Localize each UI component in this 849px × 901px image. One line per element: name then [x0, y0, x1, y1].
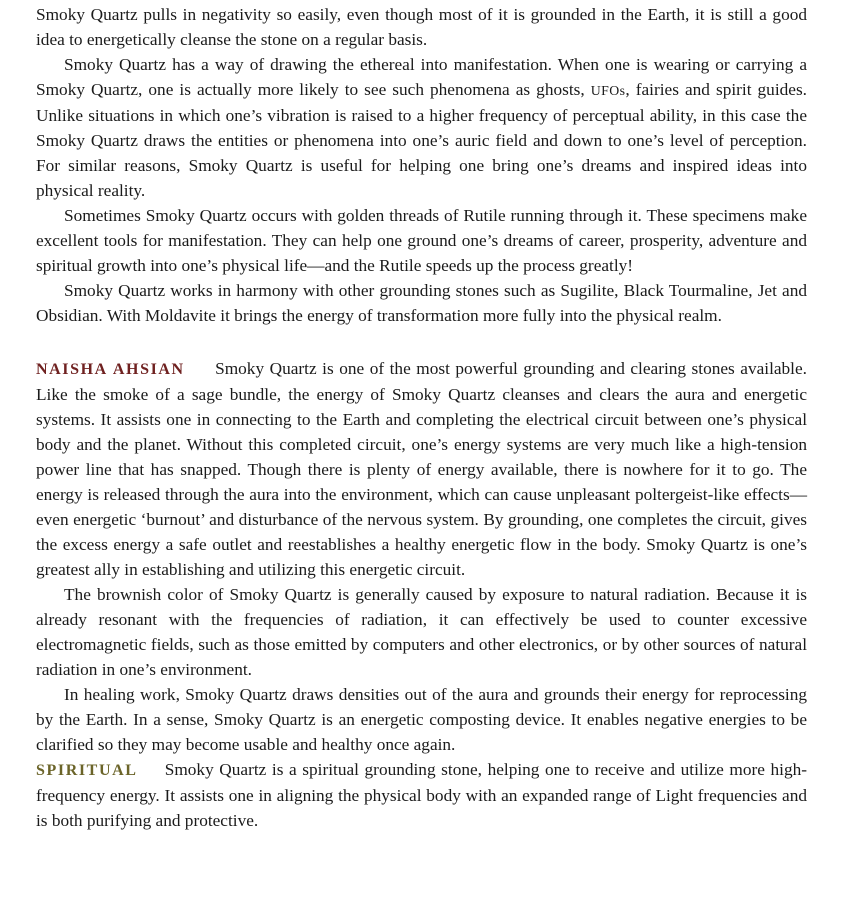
paragraph-rutile: Sometimes Smoky Quartz occurs with golden threads of Rutile running through it. These specimens make excellent tools for manifestation. They can help one ground one’s dreams of career, prosperity, adventure and spiritual growth into one’s physical life—and the Rutile speeds up the process greatly! [36, 206, 807, 275]
text-run: , fairies and spirit guides. Unlike situations in which one’s vibration is raised to a higher frequency of perceptual ability, in this case the Smoky Quartz draws the entities or phenomena into one’s auric field and down to one’s level of perception. For similar reasons, Smoky Quartz is useful for helping one bring one’s dreams and inspired ideas into physical reality. [36, 80, 807, 200]
text-run: Smoky Quartz is a spiritual grounding stone, helping one to receive and utilize more high-frequency energy. It assists one in aligning the physical body with an expanded range of Light frequencies and is both purifying and protective. [36, 760, 807, 830]
naisha-ahsian-heading: NAISHA AHSIAN [36, 361, 185, 378]
text-run: Smoky Quartz is one of the most powerful grounding and clearing stones available. Like the smoke of a sage bundle, the energy of Smoky Quartz cleanses and clears the aura and energetic systems. It assists one in connecting to the Earth and completing the electrical circuit between one’s physical body and the planet. Without this completed circuit, one’s energy systems are very much like a high-tension power line that has snapped. Though there is plenty of energy available, there is nowhere for it to go. The energy is released through the aura into the environment, which can cause unpleasant poltergeist-like effects—even energetic ‘burnout’ and disturbance of the nervous system. By grounding, one completes the circuit, gives the excess energy a safe outlet and reestablishes a healthy energetic flow in the body. Smoky Quartz is one’s greatest ally in establishing and utilizing this energetic circuit. [36, 359, 807, 579]
paragraph-cleansing: Smoky Quartz pulls in negativity so easily, even though most of it is grounded in the Earth, it is still a good idea to energetically cleanse the stone on a regular basis. [36, 5, 807, 49]
ufos-smallcaps-text: UFOs [590, 83, 626, 98]
paragraph-naisha-grounding [36, 356, 807, 582]
paragraph-manifestation [36, 52, 807, 203]
paragraph-brownish-color: The brownish color of Smoky Quartz is generally caused by exposure to natural radiation. Because it is already resonant with the frequencies of radiation, it can effectively be used to counter excessive electromagnetic fields, such as those emitted by computers and other electronics, or by other sources of natural radiation in one’s environment. [36, 585, 807, 679]
paragraph-harmony-stones: Smoky Quartz works in harmony with other grounding stones such as Sugilite, Black Tourmaline, Jet and Obsidian. With Moldavite it brings the energy of transformation more fully into the physical realm. [36, 281, 807, 325]
text-run: Smoky Quartz has a way of drawing the ethereal into manifestation. When one is wearing or carrying a Smoky Quartz, one is actually more likely to see such phenomena as ghosts, [36, 55, 807, 99]
spiritual-heading: SPIRITUAL [36, 762, 138, 779]
paragraph-healing-work: In healing work, Smoky Quartz draws densities out of the aura and grounds their energy for reprocessing by the Earth. In a sense, Smoky Quartz is an energetic composting device. It enables negative energies to be clarified so they may become usable and healthy once again. [36, 685, 807, 754]
paragraph-spiritual [36, 757, 807, 833]
